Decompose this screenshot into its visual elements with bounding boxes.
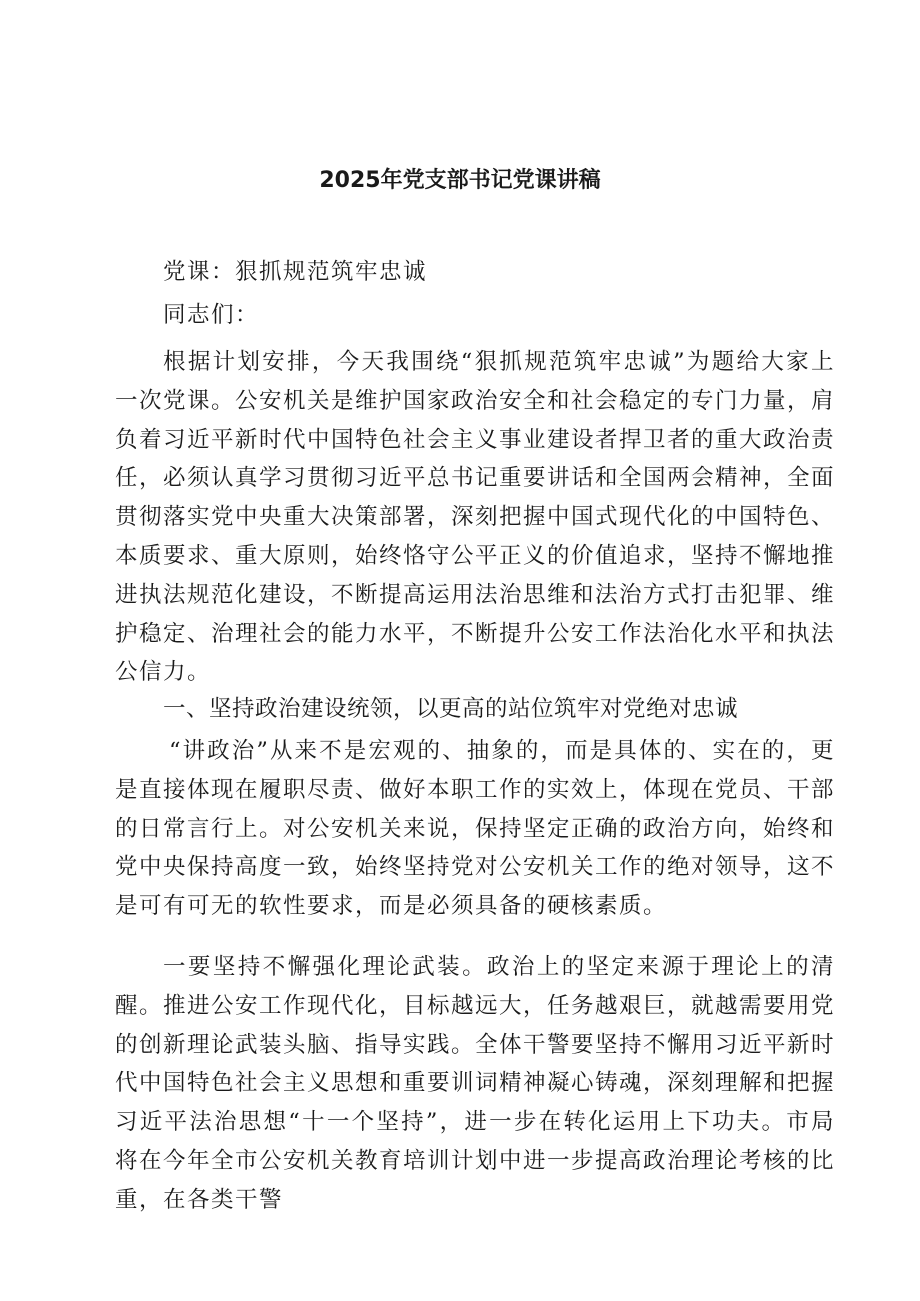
section1-paragraph-2: 一要坚持不懈强化理论武装。政治上的坚定来源于理论上的清醒。推进公安工作现代化，目标越远大，任务越艰巨，就越需要用党的创新理论武装头脑、指导实践。全体干警要坚持不懈用习近平新时代中国特色社会主义思想和重要训词精神凝心铸魂，深刻理解和把握习近平法治思想“十一个坚持”，进一步在转化运用上下功夫。市局将在今年全市公安机关教育培训计划中进一步提高政治理论考核的比重，在各类干警 — [115, 954, 836, 1213]
section-heading-1: 一、坚持政治建设统领，以更高的站位筑牢对党绝对忠诚 — [163, 696, 739, 722]
section1-block-1 — [115, 732, 835, 926]
greeting: 同志们： — [163, 302, 260, 328]
intro-block — [115, 343, 835, 692]
intro-paragraph: 根据计划安排，今天我围绕“狠抓规范筑牢忠诚”为题给大家上一次党课。公安机关是维护国家政治安全和社会稳定的专门力量，肩负着习近平新时代中国特色社会主义事业建设者捍卫者的重大政治责任，必须认真学习贯彻习近平总书记重要讲话和全国两会精神，全面贯彻落实党中央重大决策部署，深刻把握中国式现代化的中国特色、本质要求、重大原则，始终恪守公平正义的价值追求，坚持不懈地推进执法规范化建设，不断提高运用法治思维和法治方式打击犯罪、维护稳定、治理社会的能力水平，不断提升公安工作法治化水平和执法公信力。 — [115, 349, 836, 686]
section1-paragraph-1: “讲政治”从来不是宏观的、抽象的，而是具体的、实在的，更是直接体现在履职尽责、做好本职工作的实效上，体现在党员、干部的日常言行上。对公安机关来说，保持坚定正确的政治方向，始终和党中央保持高度一致，始终坚持党对公安机关工作的绝对领导，这不是可有可无的软性要求，而是必须具备的硬核素质。 — [115, 738, 836, 920]
document-title: 2025年党支部书记党课讲稿 — [319, 168, 601, 193]
section1-block-2 — [115, 948, 835, 1220]
lecture-subject: 党课：狠抓规范筑牢忠诚 — [163, 259, 428, 285]
